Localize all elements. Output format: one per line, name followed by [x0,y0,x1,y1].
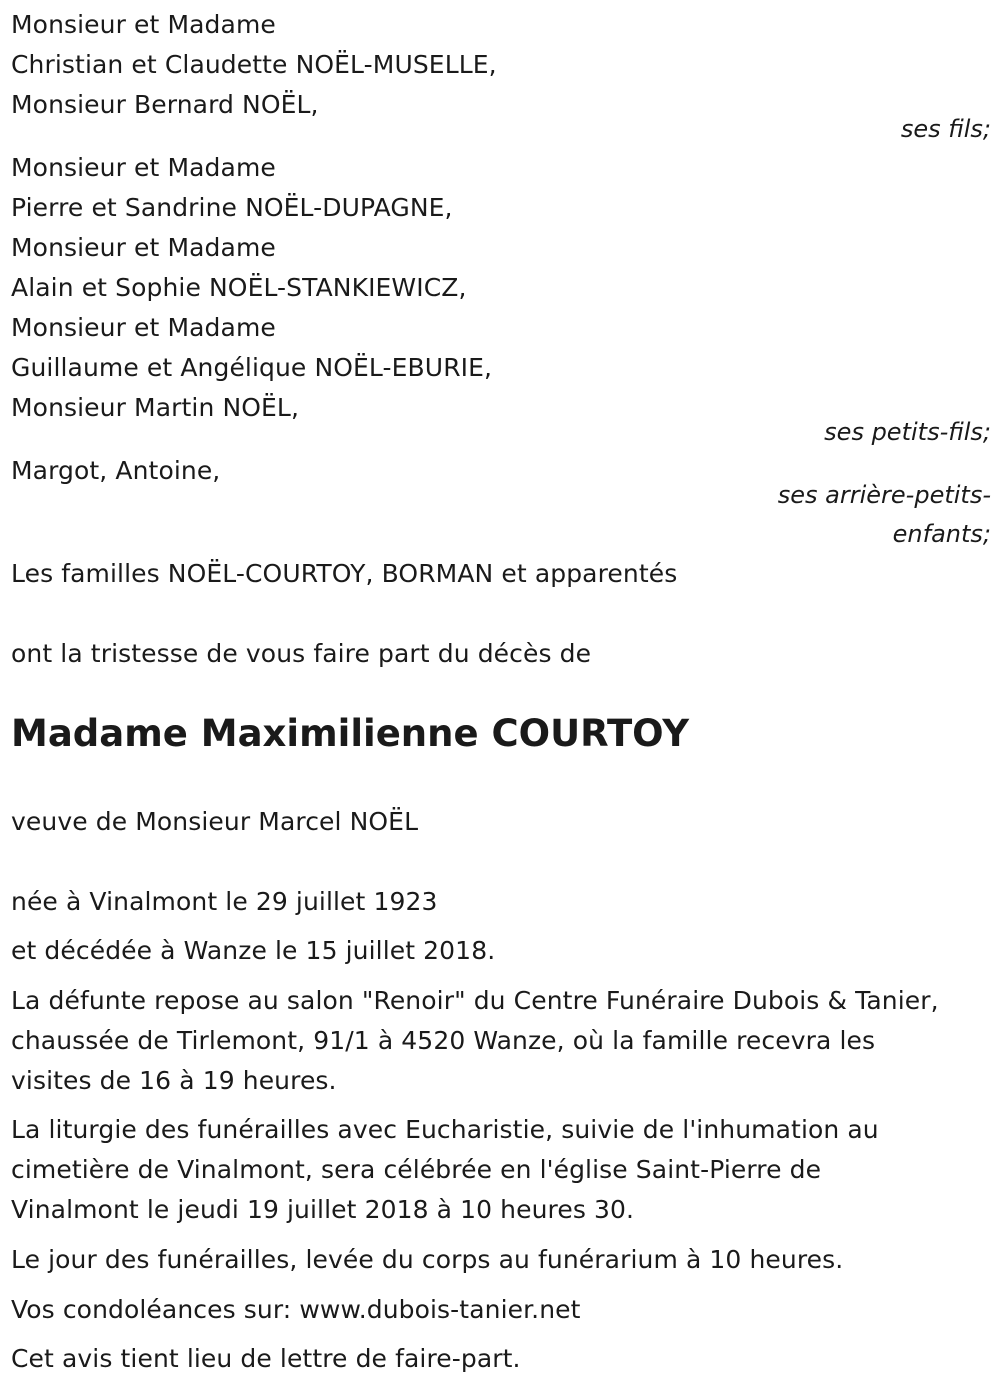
family-line: Monsieur et Madame [11,10,276,39]
relation-great-grandchildren: ses arrière-petits- [777,481,991,509]
family-line: Pierre et Sandrine NOËL-DUPAGNE, [11,193,453,222]
relation-grandsons: ses petits-fils; [824,418,991,446]
relation-sons: ses fils; [900,115,991,143]
repose-paragraph-line: visites de 16 à 19 heures. [11,1066,337,1095]
repose-paragraph-line: chaussée de Tirlemont, 91/1 à 4520 Wanze, où la famille recevra les [11,1026,876,1055]
deceased-name: Madame Maximilienne COURTOY [11,712,690,755]
families-line: Les familles NOËL-COURTOY, BORMAN et apparentés [11,559,678,588]
family-line: Monsieur et Madame [11,153,276,182]
family-line: Alain et Sophie NOËL-STANKIEWICZ, [11,273,467,302]
family-line: Monsieur Bernard NOËL, [11,90,319,119]
family-line: Margot, Antoine, [11,456,221,485]
relation-great-grandchildren: enfants; [892,520,991,548]
death-line: et décédée à Wanze le 15 juillet 2018. [11,936,496,965]
levee-line: Le jour des funérailles, levée du corps au funérarium à 10 heures. [11,1245,844,1274]
family-line: Guillaume et Angélique NOËL-EBURIE, [11,353,493,382]
announcement: ont la tristesse de vous faire part du décès de [11,639,592,668]
family-line: Monsieur Martin NOËL, [11,393,299,422]
family-line: Christian et Claudette NOËL-MUSELLE, [11,50,497,79]
repose-paragraph-line: La défunte repose au salon "Renoir" du Centre Funéraire Dubois & Tanier, [11,986,939,1015]
notice-line: Cet avis tient lieu de lettre de faire-part. [11,1344,521,1373]
liturgy-paragraph-line: cimetière de Vinalmont, sera célébrée en l'église Saint-Pierre de [11,1155,822,1184]
liturgy-paragraph-line: La liturgie des funérailles avec Eucharistie, suivie de l'inhumation au [11,1115,879,1144]
condolences-line: Vos condoléances sur: www.dubois-tanier.net [11,1295,581,1324]
widow-of: veuve de Monsieur Marcel NOËL [11,807,419,836]
liturgy-paragraph-line: Vinalmont le jeudi 19 juillet 2018 à 10 heures 30. [11,1195,635,1224]
family-line: Monsieur et Madame [11,233,276,262]
birth-line: née à Vinalmont le 29 juillet 1923 [11,887,438,916]
family-line: Monsieur et Madame [11,313,276,342]
